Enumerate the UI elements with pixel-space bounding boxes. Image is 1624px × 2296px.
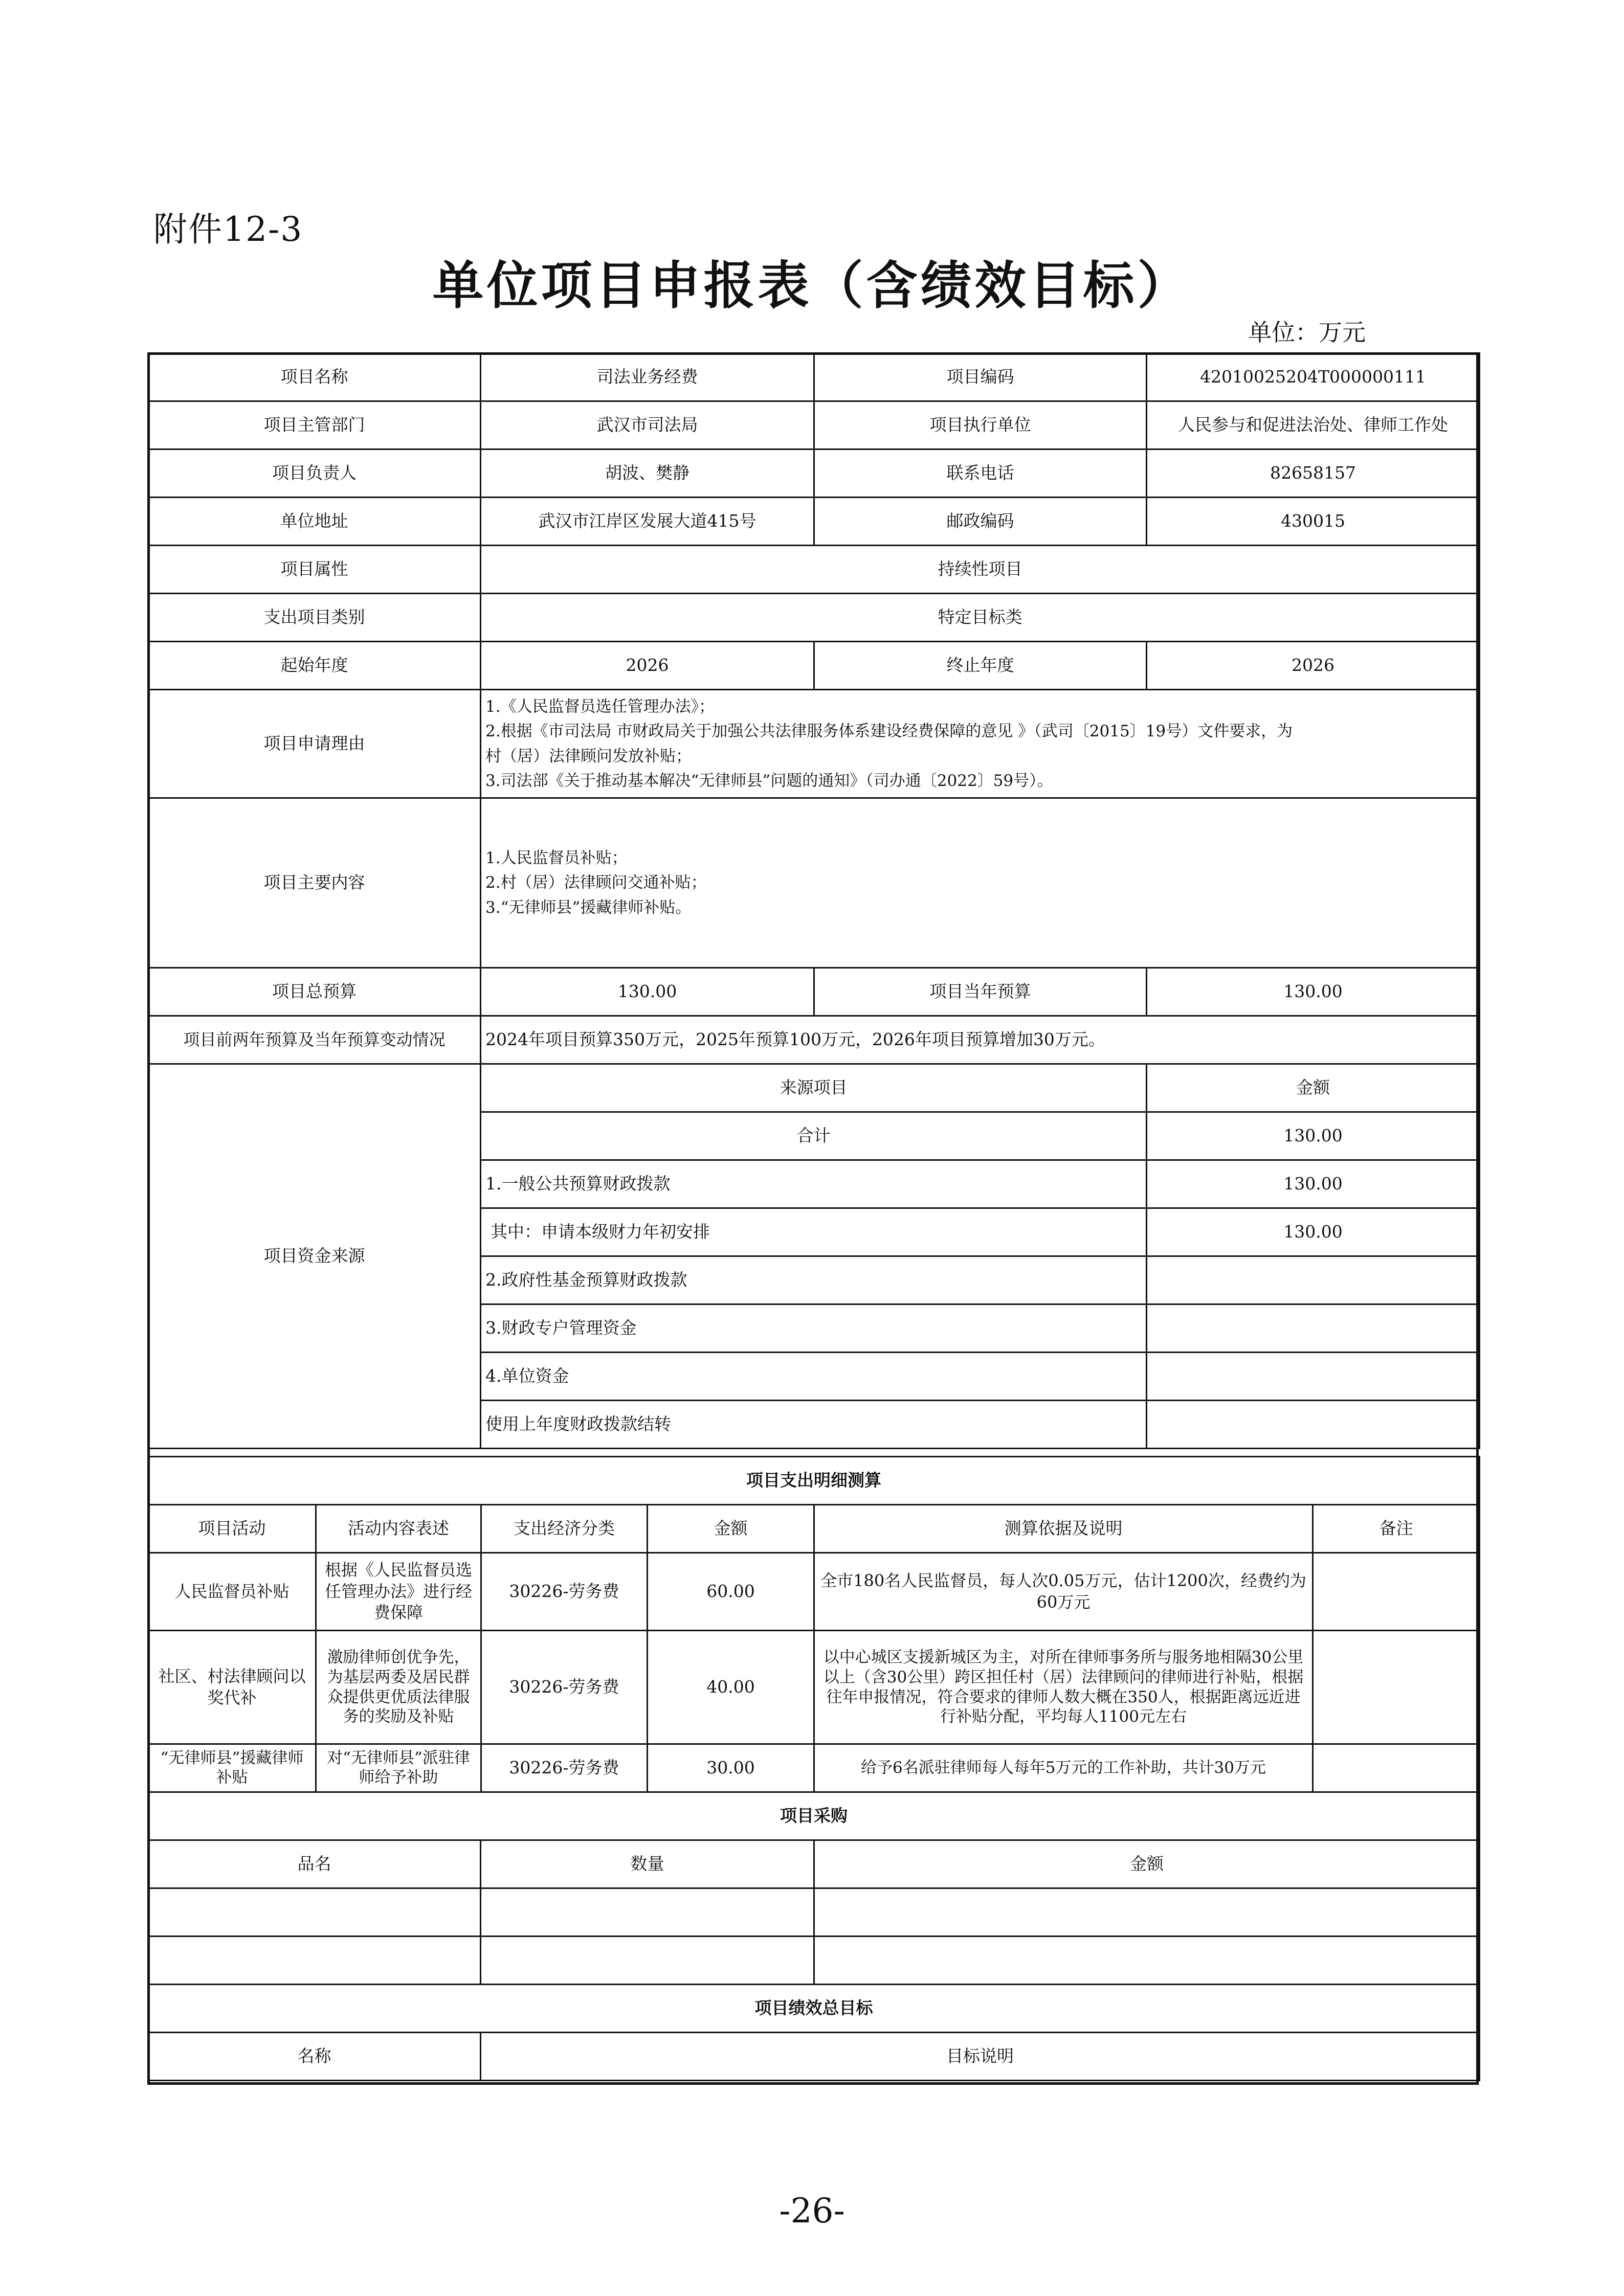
phone-value: 82658157 (1147, 449, 1480, 498)
table-row (148, 1631, 1480, 1744)
start-year-value: 2026 (481, 642, 814, 690)
content-line: 3.“无律师县”援藏律师补贴。 (485, 898, 692, 917)
content-line: 1.人民监督员补贴； (485, 849, 628, 868)
table-row (148, 1937, 1480, 1985)
procurement-col-qty: 数量 (481, 1840, 814, 1888)
leader-label: 项目负责人 (148, 449, 481, 498)
performance-col-desc: 目标说明 (481, 2033, 1480, 2081)
start-year-label: 起始年度 (148, 642, 481, 690)
funding-row: 2.政府性基金预算财政拨款 (481, 1256, 1147, 1304)
expense-basis: 给予6名派驻律师每人每年5万元的工作补助，共计30万元 (814, 1744, 1313, 1792)
reason-line: 3.司法部《关于推动基本解决“无律师县”问题的通知》（司办通〔2022〕59号）。 (485, 771, 1053, 790)
year-budget-label: 项目当年预算 (814, 968, 1147, 1016)
performance-col-name: 名称 (148, 2033, 481, 2081)
expense-class: 30226-劳务费 (481, 1631, 648, 1744)
year-budget-value: 130.00 (1147, 968, 1480, 1016)
address-label: 单位地址 (148, 498, 481, 546)
category-label: 支出项目类别 (148, 594, 481, 642)
expense-activity: 社区、村法律顾问以奖代补 (148, 1631, 316, 1744)
end-year-value: 2026 (1147, 642, 1480, 690)
procurement-table (147, 1791, 1480, 2081)
expense-amount: 30.00 (648, 1744, 814, 1792)
project-name-value: 司法业务经费 (481, 353, 814, 401)
funding-row: 使用上年度财政拨款结转 (481, 1401, 1147, 1449)
funding-amount (1147, 1401, 1480, 1449)
funding-total-label: 合计 (481, 1112, 1147, 1160)
funding-row: 4.单位资金 (481, 1353, 1147, 1401)
content-line: 2.村（居）法律顾问交通补贴； (485, 873, 707, 892)
expense-amount: 40.00 (648, 1631, 814, 1744)
project-info-table (147, 352, 1480, 1449)
expense-note (1313, 1744, 1480, 1792)
project-code-label: 项目编码 (814, 353, 1147, 401)
page-number: -26- (779, 2191, 845, 2231)
expense-amount: 60.00 (648, 1553, 814, 1631)
funding-amount (1147, 1304, 1480, 1353)
exec-unit-label: 项目执行单位 (814, 401, 1147, 449)
total-budget-value: 130.00 (481, 968, 814, 1016)
expense-col-header: 项目活动 (148, 1505, 316, 1553)
expense-col-header: 支出经济分类 (481, 1505, 648, 1553)
zip-label: 邮政编码 (814, 498, 1147, 546)
expense-col-header: 测算依据及说明 (814, 1505, 1313, 1553)
phone-label: 联系电话 (814, 449, 1147, 498)
page-title: 单位项目申报表（含绩效目标） (432, 255, 1192, 316)
funding-amount (1147, 1256, 1480, 1304)
reason-label: 项目申请理由 (148, 690, 481, 798)
procurement-section-title: 项目采购 (148, 1792, 1480, 1840)
expense-col-header: 金额 (648, 1505, 814, 1553)
expense-basis: 以中心城区支援新城区为主，对所在律师事务所与服务地相隔30公里以上（含30公里）跨区担任村（居）法律顾问的律师进行补贴，根据往年申报情况，符合要求的律师人数大概在350人，根据距离远近进行补贴分配，平均每人1100元左右 (814, 1631, 1313, 1744)
funding-col-amount: 金额 (1147, 1064, 1480, 1112)
dept-value: 武汉市司法局 (481, 401, 814, 449)
procurement-cell (481, 1888, 814, 1937)
reason-line: 1.《人民监督员选任管理办法》； (485, 697, 715, 716)
expense-note (1313, 1553, 1480, 1631)
procurement-cell (481, 1937, 814, 1985)
funding-label: 项目资金来源 (148, 1064, 481, 1449)
attribute-label: 项目属性 (148, 546, 481, 594)
funding-col-source: 来源项目 (481, 1064, 1147, 1112)
address-value: 武汉市江岸区发展大道415号 (481, 498, 814, 546)
funding-row: 3.财政专户管理资金 (481, 1304, 1147, 1353)
reason-text (481, 690, 1480, 798)
expense-class: 30226-劳务费 (481, 1744, 648, 1792)
unit-label: 单位：万元 (1248, 319, 1366, 346)
project-name-label: 项目名称 (148, 353, 481, 401)
expense-description: 根据《人民监督员选任管理办法》进行经费保障 (316, 1553, 481, 1631)
funding-amount: 130.00 (1147, 1160, 1480, 1208)
total-budget-label: 项目总预算 (148, 968, 481, 1016)
funding-row: 其中：申请本级财力年初安排 (481, 1208, 1147, 1256)
reason-line: 村（居）法律顾问发放补贴； (485, 747, 692, 766)
procurement-col-name: 品名 (148, 1840, 481, 1888)
leader-value: 胡波、樊静 (481, 449, 814, 498)
procurement-cell (148, 1888, 481, 1937)
table-row (148, 1553, 1480, 1631)
expense-note (1313, 1631, 1480, 1744)
table-row (148, 1888, 1480, 1937)
expense-detail-table (147, 1456, 1480, 1793)
table-row (148, 1744, 1480, 1792)
funding-amount (1147, 1353, 1480, 1401)
funding-amount: 130.00 (1147, 1208, 1480, 1256)
content-label: 项目主要内容 (148, 798, 481, 968)
expense-description: 对“无律师县”派驻律师给予补助 (316, 1744, 481, 1792)
category-value: 特定目标类 (481, 594, 1480, 642)
project-code-value: 42010025204T000000111 (1147, 353, 1480, 401)
procurement-cell (814, 1937, 1480, 1985)
procurement-col-amount: 金额 (814, 1840, 1480, 1888)
zip-value: 430015 (1147, 498, 1480, 546)
performance-section-title: 项目绩效总目标 (148, 1985, 1480, 2033)
content-text (481, 798, 1480, 968)
dept-label: 项目主管部门 (148, 401, 481, 449)
expense-basis: 全市180名人民监督员，每人次0.05万元，估计1200次，经费约为60万元 (814, 1553, 1313, 1631)
procurement-cell (814, 1888, 1480, 1937)
funding-row: 1.一般公共预算财政拨款 (481, 1160, 1147, 1208)
budget-change-label: 项目前两年预算及当年预算变动情况 (148, 1016, 481, 1064)
expense-description: 激励律师创优争先，为基层两委及居民群众提供更优质法律服务的奖励及补贴 (316, 1631, 481, 1744)
end-year-label: 终止年度 (814, 642, 1147, 690)
budget-change-value: 2024年项目预算350万元，2025年预算100万元，2026年项目预算增加30万元。 (481, 1016, 1480, 1064)
expense-class: 30226-劳务费 (481, 1553, 648, 1631)
funding-total-amount: 130.00 (1147, 1112, 1480, 1160)
expense-activity: 人民监督员补贴 (148, 1553, 316, 1631)
expense-activity: “无律师县”援藏律师补贴 (148, 1744, 316, 1792)
attachment-number: 附件12-3 (153, 210, 303, 249)
attribute-value: 持续性项目 (481, 546, 1480, 594)
expense-section-title: 项目支出明细测算 (148, 1457, 1480, 1505)
expense-col-header: 活动内容表述 (316, 1505, 481, 1553)
expense-col-header: 备注 (1313, 1505, 1480, 1553)
reason-line: 2.根据《市司法局 市财政局关于加强公共法律服务体系建设经费保障的意见 》（武司〔2015〕19号）文件要求，为 (485, 722, 1293, 741)
exec-unit-value: 人民参与和促进法治处、律师工作处 (1147, 401, 1480, 449)
procurement-cell (148, 1937, 481, 1985)
